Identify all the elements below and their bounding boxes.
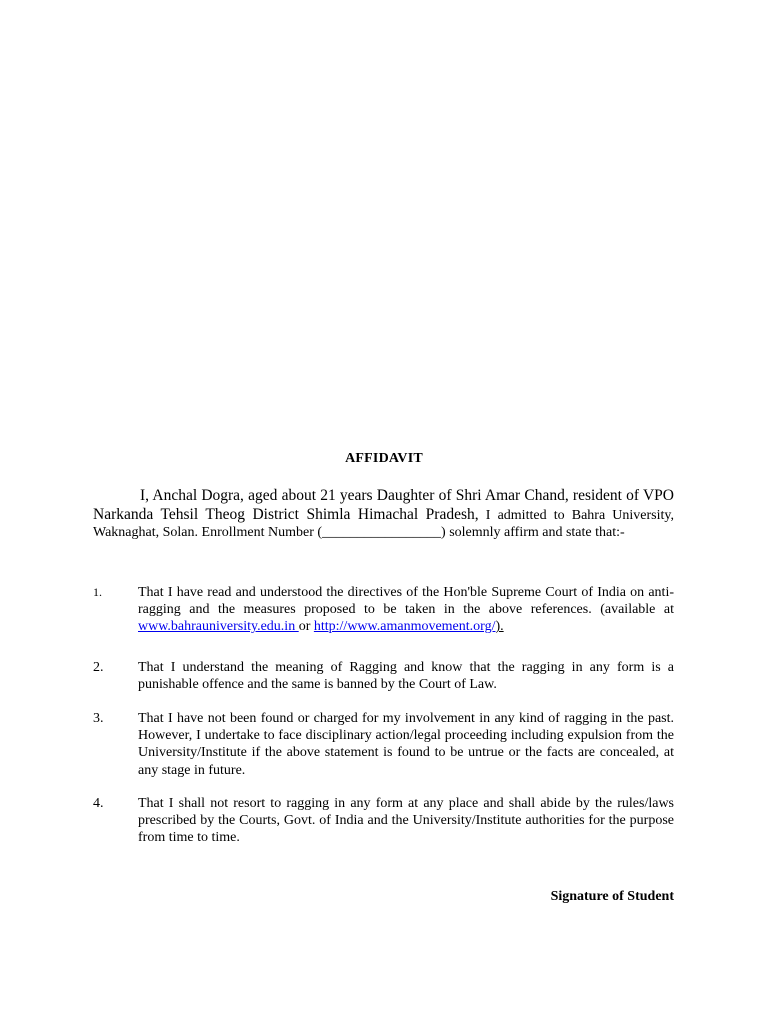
list-item [93, 710, 674, 779]
list-item [93, 795, 674, 847]
intro-paragraph [93, 487, 674, 542]
item-number: 3. [93, 711, 104, 726]
intro-text-part1: I, Anchal Dogra, aged about 21 years Daughter of Shri Amar Chand, resident of VPO Narkanda Tehsil Theog District Shimla Himachal Pradesh, [93, 487, 674, 523]
aman-movement-link[interactable]: http://www.amanmovement.org/ [313, 619, 496, 635]
item-text: That I have not been found or charged for my involvement in any kind of ragging in the past. However, I undertake to face disciplinary action/legal proceeding including expulsion from the University/Institute if the above statement is found to be untrue or the facts are concealed, at any stage in future. [138, 711, 674, 778]
item-number: 2. [93, 660, 104, 675]
signature-label: Signature of Student [550, 889, 674, 904]
document-title: AFFIDAVIT [345, 451, 423, 466]
item-number: 4. [93, 796, 104, 811]
item-number: 1. [93, 585, 102, 599]
list-item [93, 659, 674, 693]
list-item [93, 584, 674, 636]
item-text: That I shall not resort to ragging in any form at any place and shall abide by the rules/laws prescribed by the Courts, Govt. of India and the University/Institute authorities for the purpose from time to time. [138, 796, 674, 846]
item-text: That I understand the meaning of Ragging and know that the ragging in any form is a punishable offence and the same is banned by the Court of Law. [138, 660, 674, 693]
item-text-between: or [298, 619, 314, 635]
item-text-body: That I have read and understood the directives of the Hon'ble Supreme Court of India on anti-ragging and the measures proposed to be taken in the above references. (available at [138, 585, 674, 618]
item-text-tail: ). [495, 619, 504, 635]
intro-text-part2: I admitted to Bahra University, Waknaghat, Solan. Enrollment Number (_________________) solemnly affirm and state that:- [93, 507, 674, 540]
bahra-university-link[interactable]: www.bahrauniversity.edu.in [138, 619, 299, 635]
item-text [138, 584, 674, 636]
